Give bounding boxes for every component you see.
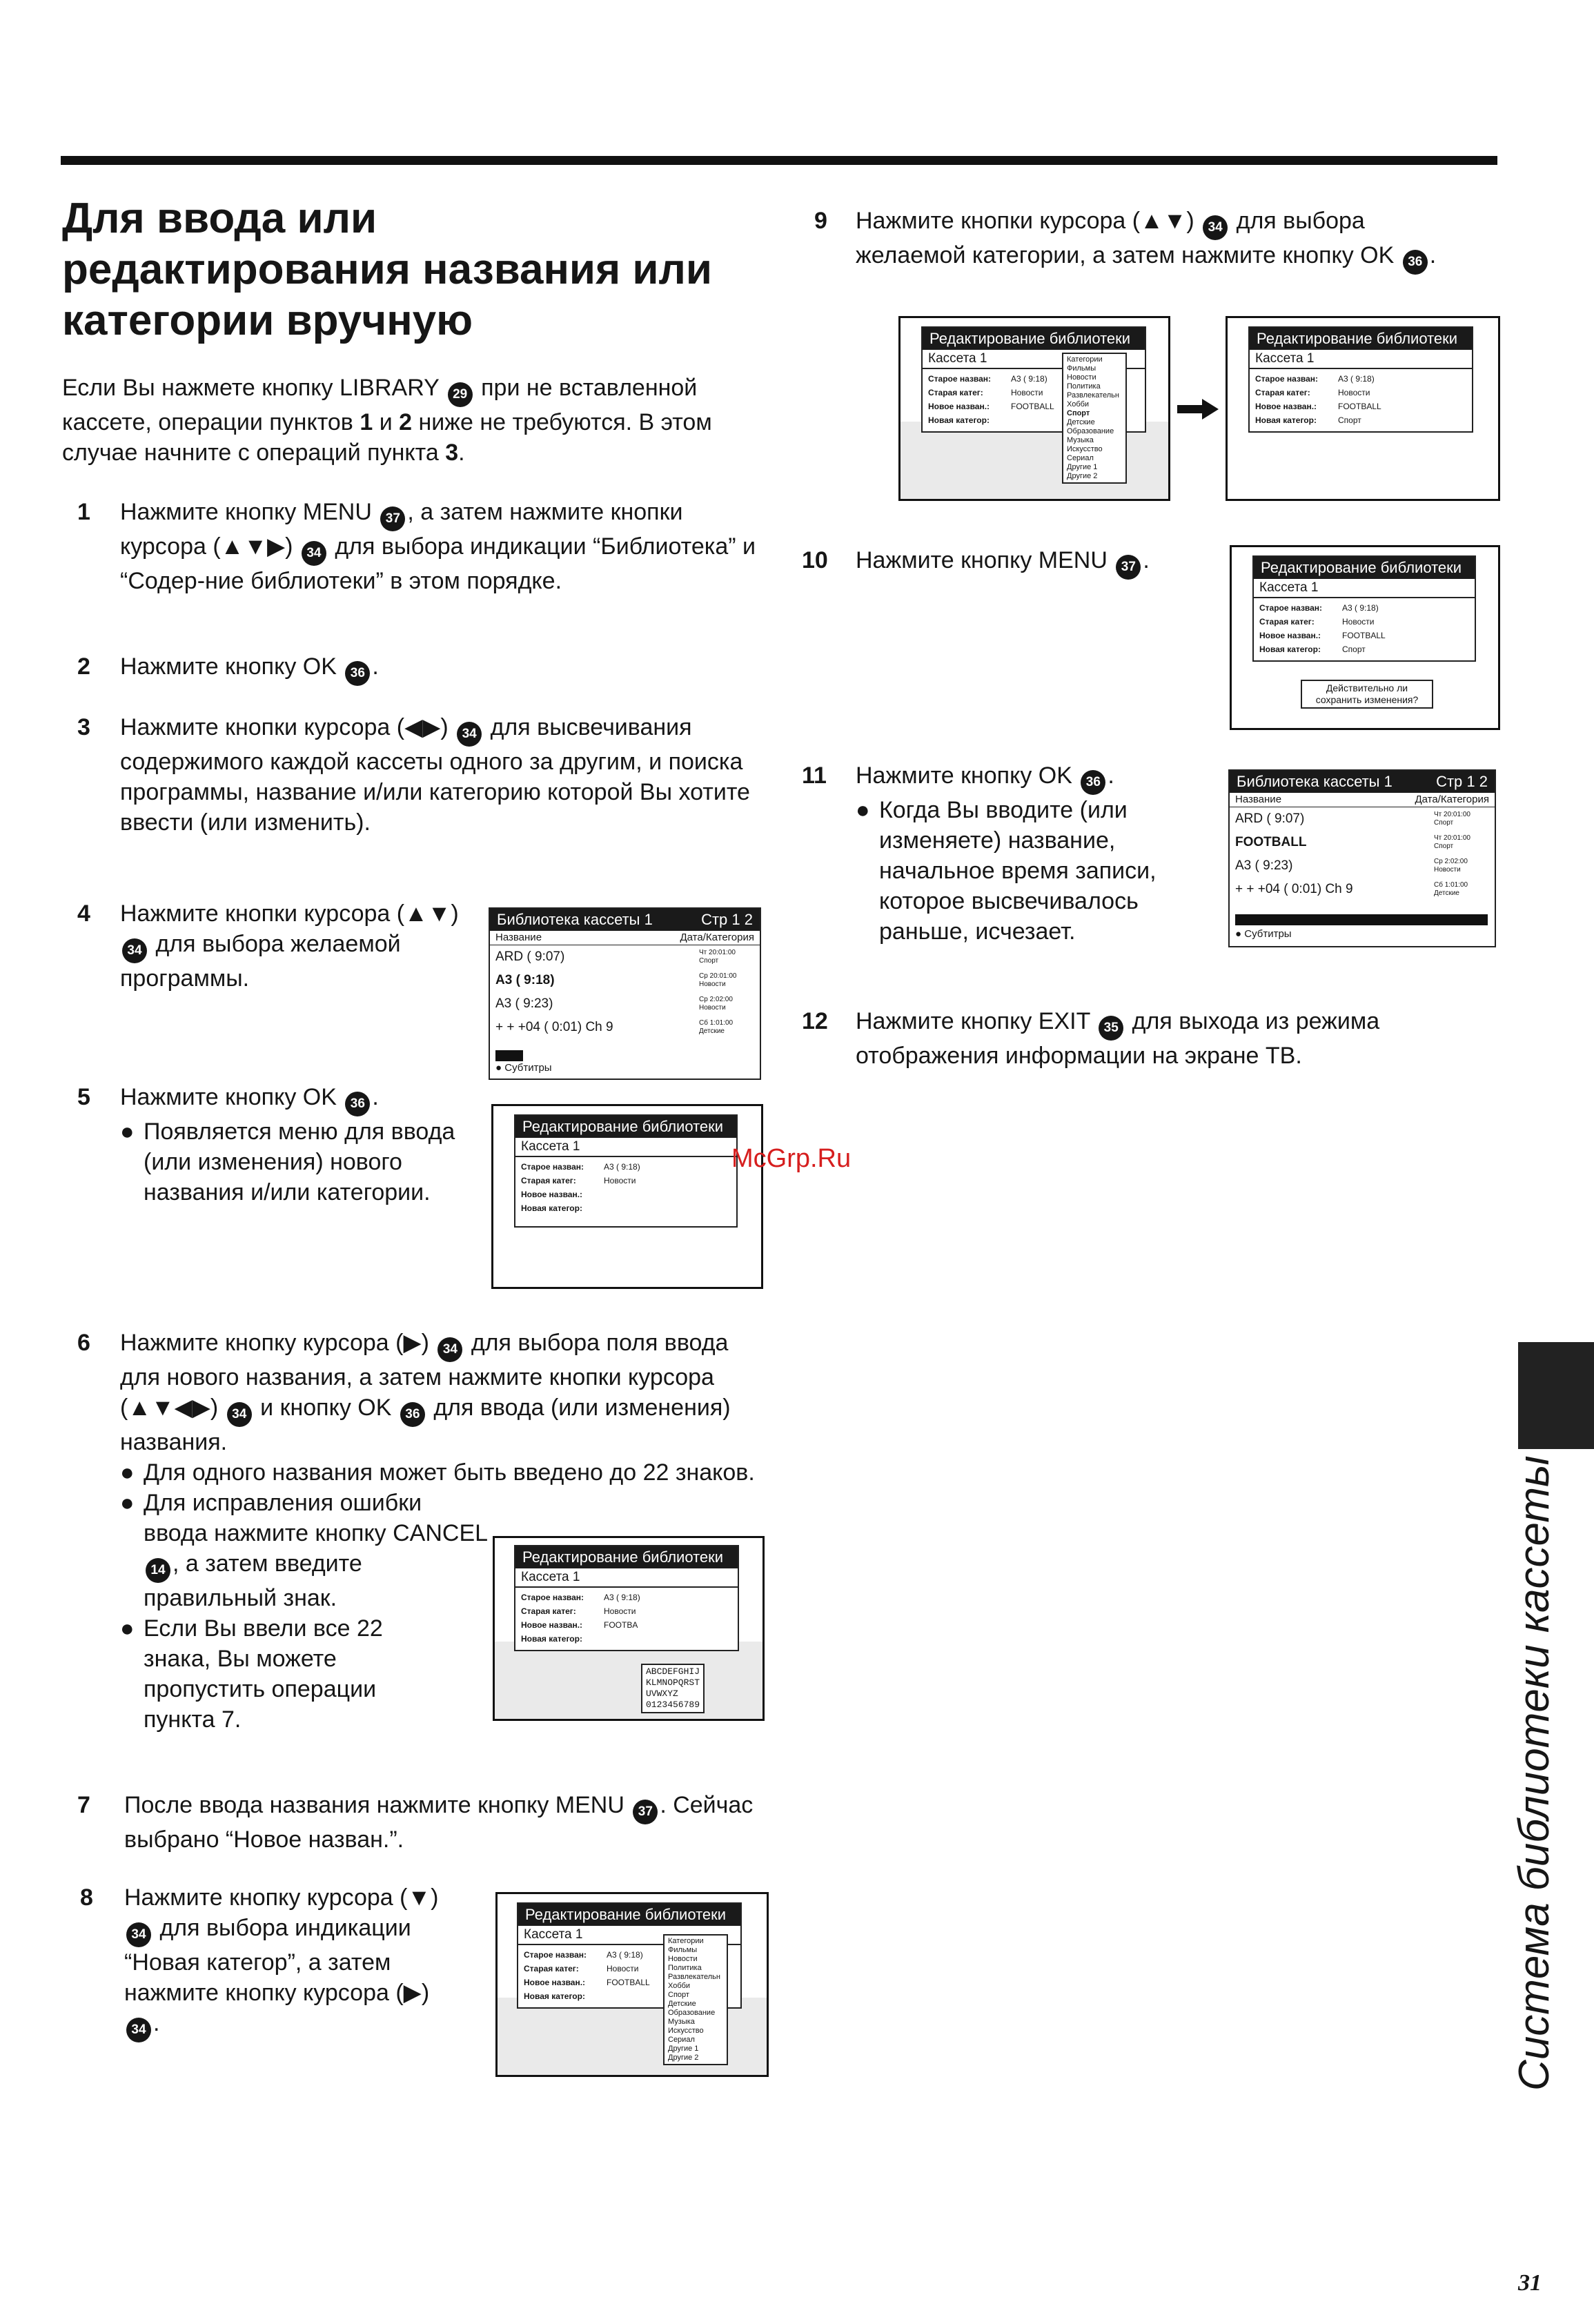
menu-button-icon: 37 <box>633 1800 658 1824</box>
exit-button-icon: 35 <box>1099 1016 1123 1041</box>
cursor-button-icon: 34 <box>122 938 147 963</box>
osd-edit-screen-1: Редактирование библиотеки Кассета 1 Старое назван: A3 ( 9:18) Старая катег: Новости Новое назван.: Новая категор: <box>491 1104 763 1289</box>
ok-button-icon: 36 <box>1403 250 1428 275</box>
top-rule <box>61 156 1497 165</box>
ok-button-icon: 36 <box>400 1402 425 1427</box>
osd-edit-screen-4: Редактирование библиотеки Кассета 1 Старое назван: A3 ( 9:18) Старая катег: Новости Новое назван.: FOOTBALL Новая категор: Категории Фильмы Новости Политика Развлекательн Хобби Спорт Детские Образование Музыка Искусство Сериал Другие 1 Другие 2 <box>898 316 1170 501</box>
page-title: Для ввода или редактирования названия или категории вручную <box>62 195 713 344</box>
osd-edit-screen-3: Редактирование библиотеки Кассета 1 Старое назван: A3 ( 9:18) Старая катег: Новости Новое назван.: FOOTBALL Новая категор: Категории Фильмы Новости Политика Развлекательн Хобби Спорт Детские Образование Музыка Искусство Сериал Другие 1 Другие 2 <box>495 1892 769 2077</box>
category-list: Категории Фильмы Новости Политика Развлекательн Хобби Спорт Детские Образование Музыка Искусство Сериал Другие 1 Другие 2 <box>1062 353 1127 484</box>
confirm-dialog: Действительно ли сохранить изменения? <box>1301 680 1433 709</box>
section-tab <box>1518 1342 1594 1449</box>
cursor-button-icon: 34 <box>457 722 482 747</box>
cursor-button-icon: 34 <box>126 2018 151 2042</box>
osd-edit-screen-6: Редактирование библиотеки Кассета 1 Старое назван: A3 ( 9:18) Старая катег: Новости Новое назван.: FOOTBALL Новая категор: Спорт Действительно ли сохранить изменения? <box>1230 545 1500 730</box>
osd-edit-screen-2: Редактирование библиотеки Кассета 1 Старое назван: A3 ( 9:18) Старая катег: Новости Новое назван.: FOOTBA Новая категор: ABCDEFGHIJ KLMNOPQRST UVWXYZ 0123456789 <box>493 1536 765 1721</box>
menu-button-icon: 37 <box>380 506 405 531</box>
cursor-button-icon: 34 <box>437 1337 462 1362</box>
ok-button-icon: 36 <box>345 1092 370 1116</box>
page-number: 31 <box>1518 2270 1542 2296</box>
osd-edit-screen-5: Редактирование библиотеки Кассета 1 Старое назван: A3 ( 9:18) Старая катег: Новости Новое назван.: FOOTBALL Новая категор: Спорт <box>1226 316 1500 501</box>
arrow-right-icon <box>1177 399 1219 420</box>
category-list: Категории Фильмы Новости Политика Развлекательн Хобби Спорт Детские Образование Музыка Искусство Сериал Другие 1 Другие 2 <box>663 1934 728 2065</box>
osd-library-screen-2: Библиотека кассеты 1 Стр 1 2 Название Дата/Категория ARD ( 9:07) Чт 20:01:00 Спорт FOOTBALL Чт 20:01:00 Спорт A3 ( 9:23) Ср 2:02:00 Новости + + +04 ( 0:01) Ch 9 Сб 1:01:00 Детские ● Субтитры <box>1228 769 1496 947</box>
library-button-icon: 29 <box>448 382 473 407</box>
section-title-vertical: Система библиотеки кассеты <box>1511 1455 1558 2091</box>
osd-library-screen-1: Библиотека кассеты 1 Стр 1 2 Название Дата/Категория ARD ( 9:07) Чт 20:01:00 Спорт A3 ( 9:18) Ср 20:01:00 Новости A3 ( 9:23) Ср 2:02:00 Новости + + +04 ( 0:01) Ch 9 Сб 1:01:00 Детские ● Субтитры <box>489 907 761 1080</box>
cursor-button-icon: 34 <box>227 1402 252 1427</box>
watermark: McGrp.Ru <box>731 1144 852 1173</box>
cursor-button-icon: 34 <box>302 541 326 566</box>
ok-button-icon: 36 <box>345 661 370 686</box>
intro-paragraph: Если Вы нажмете кнопку LIBRARY 29 при не вставленной кассете, операции пунктов 1 и 2 ниже не требуются. В этом случае начните с операций пункта 3. <box>62 375 712 466</box>
cursor-button-icon: 34 <box>126 1922 151 1947</box>
cancel-button-icon: 14 <box>146 1558 170 1583</box>
cursor-button-icon: 34 <box>1203 215 1228 240</box>
menu-button-icon: 37 <box>1116 555 1141 580</box>
ok-button-icon: 36 <box>1081 770 1105 795</box>
